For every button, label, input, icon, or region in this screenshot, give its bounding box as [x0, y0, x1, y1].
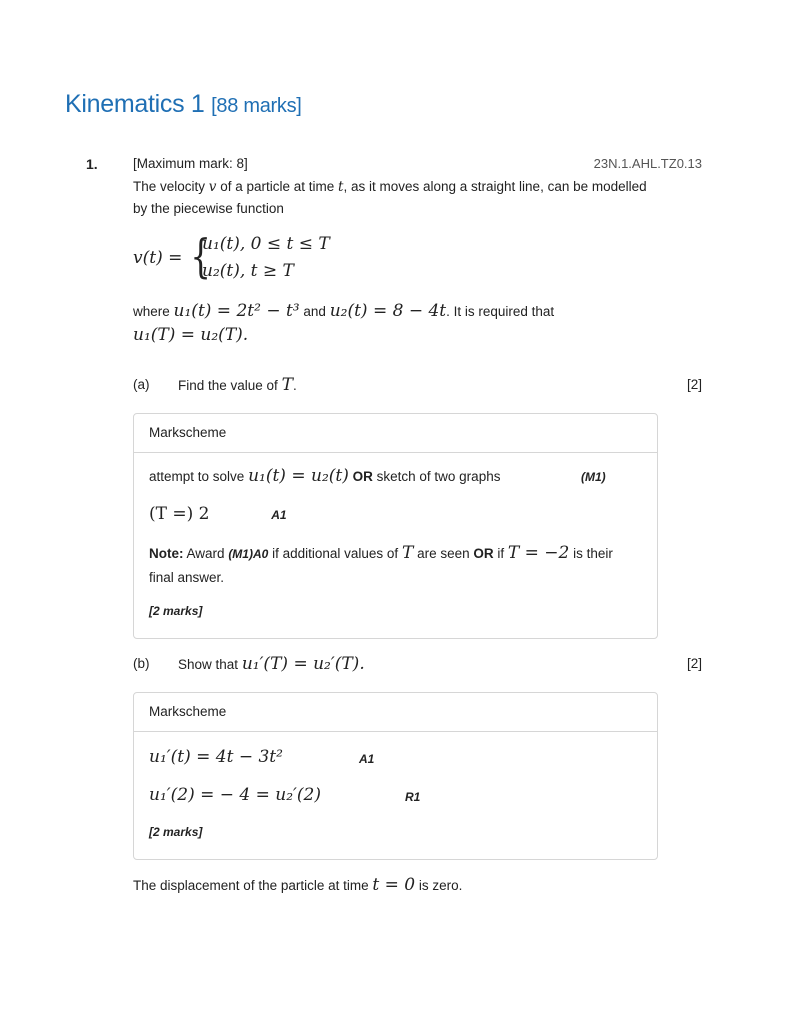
note-or: OR	[473, 546, 494, 561]
part-a-question: Find the value of	[178, 378, 278, 393]
footer-text-2: is zero.	[418, 878, 463, 893]
note-text-1: Award	[186, 546, 225, 561]
ms-b-award-r1: R1	[405, 790, 421, 804]
intro-text-2: of a particle at time	[220, 179, 335, 194]
displacement-statement	[133, 874, 653, 897]
where-text-1: where	[133, 304, 170, 319]
note-text-5: is their final answer.	[149, 546, 613, 585]
part-b-question: Show that	[178, 657, 239, 672]
piecewise-case-1: u₁(t), 0 ≤ t ≤ T	[202, 234, 330, 254]
question-code: 23N.1.AHL.TZ0.13	[593, 156, 702, 171]
question-intro	[133, 176, 653, 220]
ms-a-text-2: sketch of two graphs	[376, 469, 501, 484]
part-b-marks: [2]	[686, 656, 702, 671]
markscheme-a-line-2	[149, 504, 287, 524]
ms-a-answer: (T =) 2	[149, 504, 210, 524]
note-label: Note:	[149, 546, 184, 561]
ms-b-evaluation: u₁′(2) = − 4 = u₂′(2)	[149, 785, 321, 805]
part-b-equation: u₁′(T) = u₂′(T).	[241, 654, 365, 674]
ms-a-award-m1: (M1)	[581, 470, 606, 484]
condition: u₁(T) = u₂(T).	[133, 325, 249, 345]
left-brace: {	[190, 229, 211, 283]
footer-math: t = 0	[372, 875, 416, 895]
intro-text-3: , as it moves along a straight line, can be modelled by the piecewise function	[133, 179, 647, 216]
piecewise-lhs: v(t) =	[133, 248, 183, 268]
note-award: (M1)A0	[228, 547, 269, 561]
page-title	[65, 90, 302, 119]
markscheme-a	[133, 413, 658, 639]
where-and: and	[303, 304, 326, 319]
markscheme-b-line-2	[149, 785, 421, 805]
total-marks: [88 marks]	[211, 95, 302, 117]
intro-var-v: v	[208, 179, 217, 195]
part-a-marks: [2]	[686, 377, 702, 392]
markscheme-b-total: [2 marks]	[149, 825, 203, 839]
markscheme-a-line-1	[149, 466, 639, 486]
note-text-4: if	[497, 546, 505, 561]
markscheme-a-note	[149, 542, 629, 589]
piecewise-case-2: u₂(t), t ≥ T	[202, 261, 294, 281]
part-a-text: Find the value of T.	[178, 375, 297, 395]
markscheme-b-heading: Markscheme	[134, 693, 657, 732]
part-b-text	[178, 654, 365, 674]
ms-a-equation: u₁(t) = u₂(t)	[248, 466, 349, 486]
intro-var-t: t	[338, 179, 344, 195]
ms-a-text-1: attempt to solve	[149, 469, 245, 484]
title-text: Kinematics 1	[65, 90, 205, 118]
note-var: T	[401, 543, 414, 563]
intro-text-1: The velocity	[133, 179, 206, 194]
markscheme-a-total: [2 marks]	[149, 604, 203, 618]
note-text-2: if additional values of	[272, 546, 399, 561]
note-text-3: are seen	[417, 546, 470, 561]
part-a-var: T	[281, 375, 293, 395]
where-text-2: . It is required that	[446, 304, 555, 319]
u2-definition: u₂(t) = 8 − 4t	[329, 301, 447, 321]
markscheme-b-line-1	[149, 747, 375, 767]
part-a-label: (a)	[133, 377, 150, 392]
ms-a-award-a1: A1	[271, 508, 287, 522]
question-number: 1.	[86, 156, 98, 172]
markscheme-b	[133, 692, 658, 860]
question-where	[133, 300, 603, 323]
max-mark: [Maximum mark: 8]	[133, 156, 248, 171]
footer-text-1: The displacement of the particle at time	[133, 878, 369, 893]
note-math: T = −2	[507, 543, 570, 563]
ms-b-derivative: u₁′(t) = 4t − 3t²	[149, 747, 283, 767]
ms-b-award-a1: A1	[359, 752, 375, 766]
markscheme-a-heading: Markscheme	[134, 414, 657, 453]
part-b-label: (b)	[133, 656, 150, 671]
u1-definition: u₁(t) = 2t² − t³	[173, 301, 300, 321]
ms-a-or: OR	[352, 469, 373, 484]
